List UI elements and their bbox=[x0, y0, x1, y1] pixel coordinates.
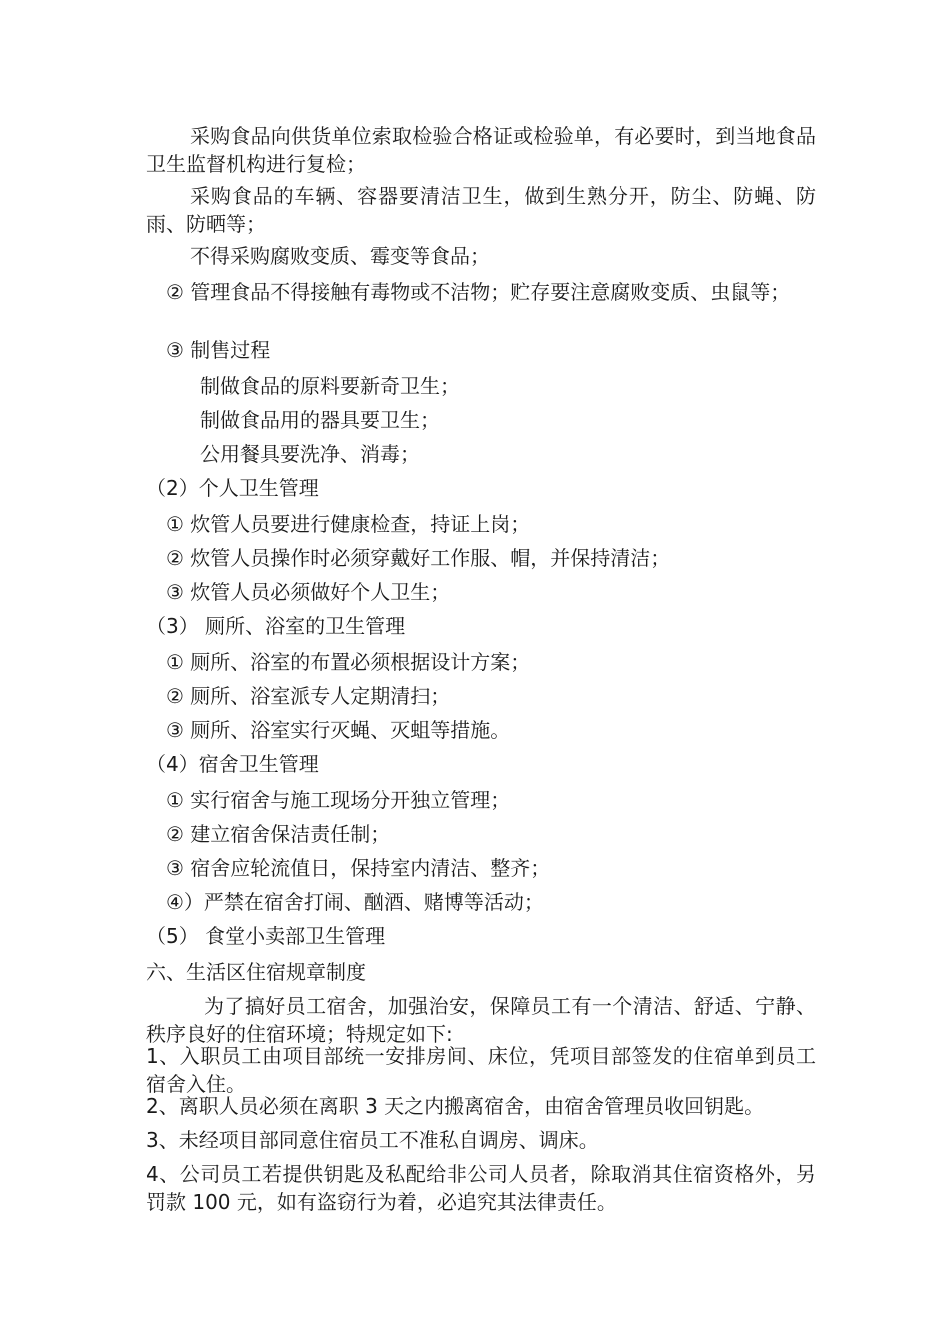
paragraph-tableware: 公用餐具要洗净、消毒； bbox=[200, 442, 420, 466]
heading-toilet-bathroom: （3） 厕所、浴室的卫生管理 bbox=[146, 614, 406, 638]
paragraph-no-spoiled-food: 不得采购腐败变质、霉变等食品； bbox=[190, 244, 490, 268]
paragraph-toilet-cleaning: ② 厕所、浴室派专人定期清扫； bbox=[166, 684, 451, 708]
paragraph-toilet-pest-control: ③ 厕所、浴室实行灭蝇、灭蛆等措施。 bbox=[166, 718, 511, 742]
paragraph-food-storage: ② 管理食品不得接触有毒物或不洁物；贮存要注意腐败变质、虫鼠等； bbox=[166, 280, 791, 304]
paragraph-rule-3: 3、未经项目部同意住宿员工不准私自调房、调床。 bbox=[146, 1128, 599, 1152]
paragraph-rule-1: 1、入职员工由项目部统一安排房间、床位，凭项目部签发的住宿单到员工宿舍入住。 bbox=[146, 1044, 816, 1096]
paragraph-dorm-duty: ③ 宿舍应轮流值日，保持室内清洁、整齐； bbox=[166, 856, 551, 880]
paragraph-dorm-separation: ① 实行宿舍与施工现场分开独立管理； bbox=[166, 788, 511, 812]
paragraph-rule-4: 4、公司员工若提供钥匙及私配给非公司人员者，除取消其住宿资格外，另罚款 100 元，如有盗窃行为着，必追究其法律责任。 bbox=[146, 1162, 816, 1214]
heading-section-six: 六、生活区住宿规章制度 bbox=[146, 960, 366, 984]
paragraph-toilet-layout: ① 厕所、浴室的布置必须根据设计方案； bbox=[166, 650, 531, 674]
paragraph-dorm-prohibitions: ④）严禁在宿舍打闹、酗酒、赌博等活动； bbox=[166, 890, 544, 914]
paragraph-food-inspection: 采购食品向供货单位索取检验合格证或检验单，有必要时，到当地食品卫生监督机构进行复检； bbox=[146, 124, 816, 176]
paragraph-rule-2: 2、离职人员必须在离职 3 天之内搬离宿舍，由宿舍管理员收回钥匙。 bbox=[146, 1094, 765, 1118]
heading-dormitory-hygiene: （4）宿舍卫生管理 bbox=[146, 752, 319, 776]
paragraph-personal-cleanliness: ③ 炊管人员必须做好个人卫生； bbox=[166, 580, 451, 604]
heading-canteen-shop: （5） 食堂小卖部卫生管理 bbox=[146, 924, 386, 948]
paragraph-raw-materials: 制做食品的原料要新奇卫生； bbox=[200, 374, 460, 398]
paragraph-food-transport: 采购食品的车辆、容器要清洁卫生，做到生熟分开，防尘、防蝇、防雨、防晒等； bbox=[146, 184, 816, 236]
paragraph-utensils: 制做食品用的器具要卫生； bbox=[200, 408, 440, 432]
paragraph-work-clothes: ② 炊管人员操作时必须穿戴好工作服、帽，并保持清洁； bbox=[166, 546, 671, 570]
paragraph-production-process: ③ 制售过程 bbox=[166, 338, 271, 362]
paragraph-health-check: ① 炊管人员要进行健康检查，持证上岗； bbox=[166, 512, 531, 536]
heading-personal-hygiene: （2）个人卫生管理 bbox=[146, 476, 319, 500]
paragraph-dorm-responsibility: ② 建立宿舍保洁责任制； bbox=[166, 822, 391, 846]
paragraph-intro-rules: 为了搞好员工宿舍，加强治安，保障员工有一个清洁、舒适、宁静、秩序良好的住宿环境；特规定如下: bbox=[146, 994, 816, 1046]
